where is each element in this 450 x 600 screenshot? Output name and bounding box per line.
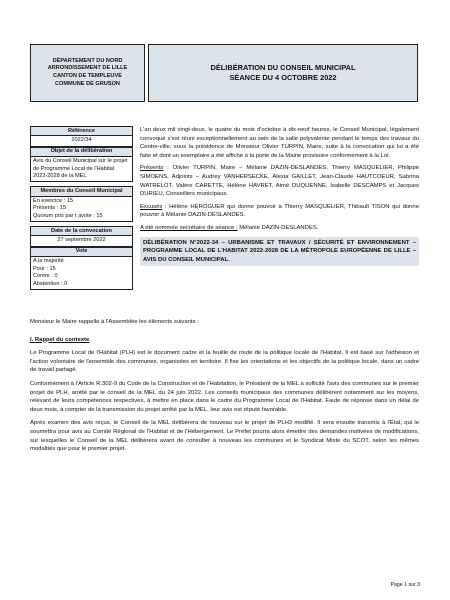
membres-list (30, 197, 133, 222)
document-title-box (148, 44, 418, 102)
convocation-date: 27 septembre 2022 (30, 236, 133, 246)
session-date: SÉANCE DU 4 OCTOBRE 2022 (229, 73, 337, 82)
header-canton: CANTON DE TEMPLEUVE (53, 73, 122, 79)
body-paragraph-3: Après examen des avis reçus, le Conseil de la MEL délibèrera de nouveau sur le projet de PLH3 modifié. Il sera ensuite transmis à l'État, qui le soumettra pour avis au Comité Régional de l'Habitat et de l'Hébergement. Le Préfet pourra alors émettre des demandes motivées de modifications, sur lesquelles le Conseil de la MEL délibèrera avant de consulter à nouveau les communes et le Syndicat Mixte du SCOT, selon les mêmes modalités que pour le premier projet. (30, 420, 419, 453)
document-body (30, 318, 419, 459)
reference-label: Référence (30, 126, 133, 136)
membres-label: Membres du Conseil Municipal (30, 186, 133, 196)
presents-label: Présents (140, 165, 164, 172)
membres-exercice: En exercice : 15 (33, 197, 74, 204)
header-commune: COMMUNE DE GRUSON (55, 80, 120, 87)
vote-abstention: Abstention : 0 (33, 280, 68, 287)
presents-paragraph (140, 164, 419, 198)
vote-results (30, 257, 133, 290)
secretaire-paragraph (140, 224, 419, 233)
header-arrondissement: ARRONDISSEMENT DE LILLE (47, 65, 128, 72)
secretaire-text: Mélanie DAZIN-DESLANDES. (237, 224, 319, 231)
administrative-header (30, 44, 145, 102)
page-number: Page 1 sur 3 (390, 582, 420, 588)
vote-pour: Pour : 15 (33, 265, 56, 272)
objet-text: Avis du Conseil Municipal sur le projet de Programme Local de l'Habitat 2022-2028 de la MEL (30, 157, 133, 182)
excuses-paragraph (140, 203, 419, 220)
objet-label: Objet de la délibération (30, 147, 133, 157)
document-title: DÉLIBÉRATION DU CONSEIL MUNICIPAL (210, 63, 356, 72)
body-paragraph-1: Le Programme Local de l'Habitat (PLH) est le document cadre et la feuille de route de la politique locale de l'Habitat. Il est basé sur l'adhésion et l'action volontaire de l'ensemble des communes, organisées en territoire. Il fixe les orientations et les objectifs de la politique locale, dans un cadre de travail partagé. (30, 350, 419, 374)
secretaire-label: A été nommée secrétaire de séance : (140, 224, 238, 231)
opening-paragraph: L'an deux mil vingt-deux, le quatre du mois d'octobre à dix-neuf heures, le Conseil Municipal, légalement convoqué s'est réuni exceptionnellement au sein de la salle polyvalente pendant le temps des travaux du Centre-ville, sous la présidence de Monsieur Olivier TURPIN, Maire, suite à la convocation qui lui a été faite et dont un exemplaire a été affiché à la porte de la Mairie provisoire conformément à la Loi. (140, 127, 419, 159)
header-departement: DÉPARTEMENT DU NORD (52, 57, 123, 64)
excuses-text: : Hélène HEROGUER qui donne pouvoir à Thierry MASQUELIER, Thibault TISON qui donne pouvoir à Mélanie DAZIN-DESLANDES. (140, 203, 419, 219)
convocation-label: Date de la convocation (30, 226, 133, 236)
reference-value: 2022/34 (30, 136, 133, 146)
membres-presents: Présents : 15 (33, 205, 66, 212)
vote-contre: Contre : 0 (33, 273, 58, 280)
vote-label: Vote (30, 247, 133, 257)
membres-quorum: Quorum pris par t avote : 15 (33, 212, 103, 219)
body-paragraph-2: Conformément à l'Article R.302-9 du Code de la Construction et de l'Habitation, le Président de la MEL a sollicité l'avis des communes sur le premier projet de PLH, arrêté par le conseil de la MEL du 24 juin 2022. Les conseils municipaux des communes délibèrent notamment sur les moyens, relevant de leurs compétences respectives, à mettre en place dans le cadre du Programme Local de l'Habitat. Faute de réponse dans un délai de deux mois, à compter de la transmission du projet arrêté par la MEL, leur avis est réputé favorable. (30, 380, 419, 413)
deliberation-title: DÉLIBÉRATION N°2022-34 – URBANISME ET TRAVAUX / SÉCURITÉ ET ENVIRONNEMENT – PROGRAMME LOCAL DE L'HABITAT 2022-2028 DE LA MÉTROPOLE EUROPÉENNE DE LILLE – AVIS DU CONSEIL MUNICIPAL. (140, 237, 419, 267)
session-details (140, 126, 419, 266)
excuses-label: Excusés (140, 203, 163, 210)
section-heading: I. Rappel du contexte (30, 336, 90, 343)
vote-majorite: A la majorité (33, 258, 64, 265)
intro-line: Monsieur le Maire rappelle à l'Assemblée les éléments suivants : (30, 319, 199, 325)
side-panel (30, 126, 133, 290)
presents-text: : Olivier TURPIN, Maire – Mélanie DAZIN-DESLANDES, Thierry MASQUELIER, Philippe SIMOENS, Adjoints – Audrey VANHERSECKE, Alexia GAILLET, Jean-Claude HAUTCOEUR, Sabrina WATRELOT, Valère CARETTE, Hélène HAVRET, Aimé DUQUENNE, Isabelle DESCAMPS et Jacques DURIEU, Conseillers municipaux. (140, 165, 419, 198)
